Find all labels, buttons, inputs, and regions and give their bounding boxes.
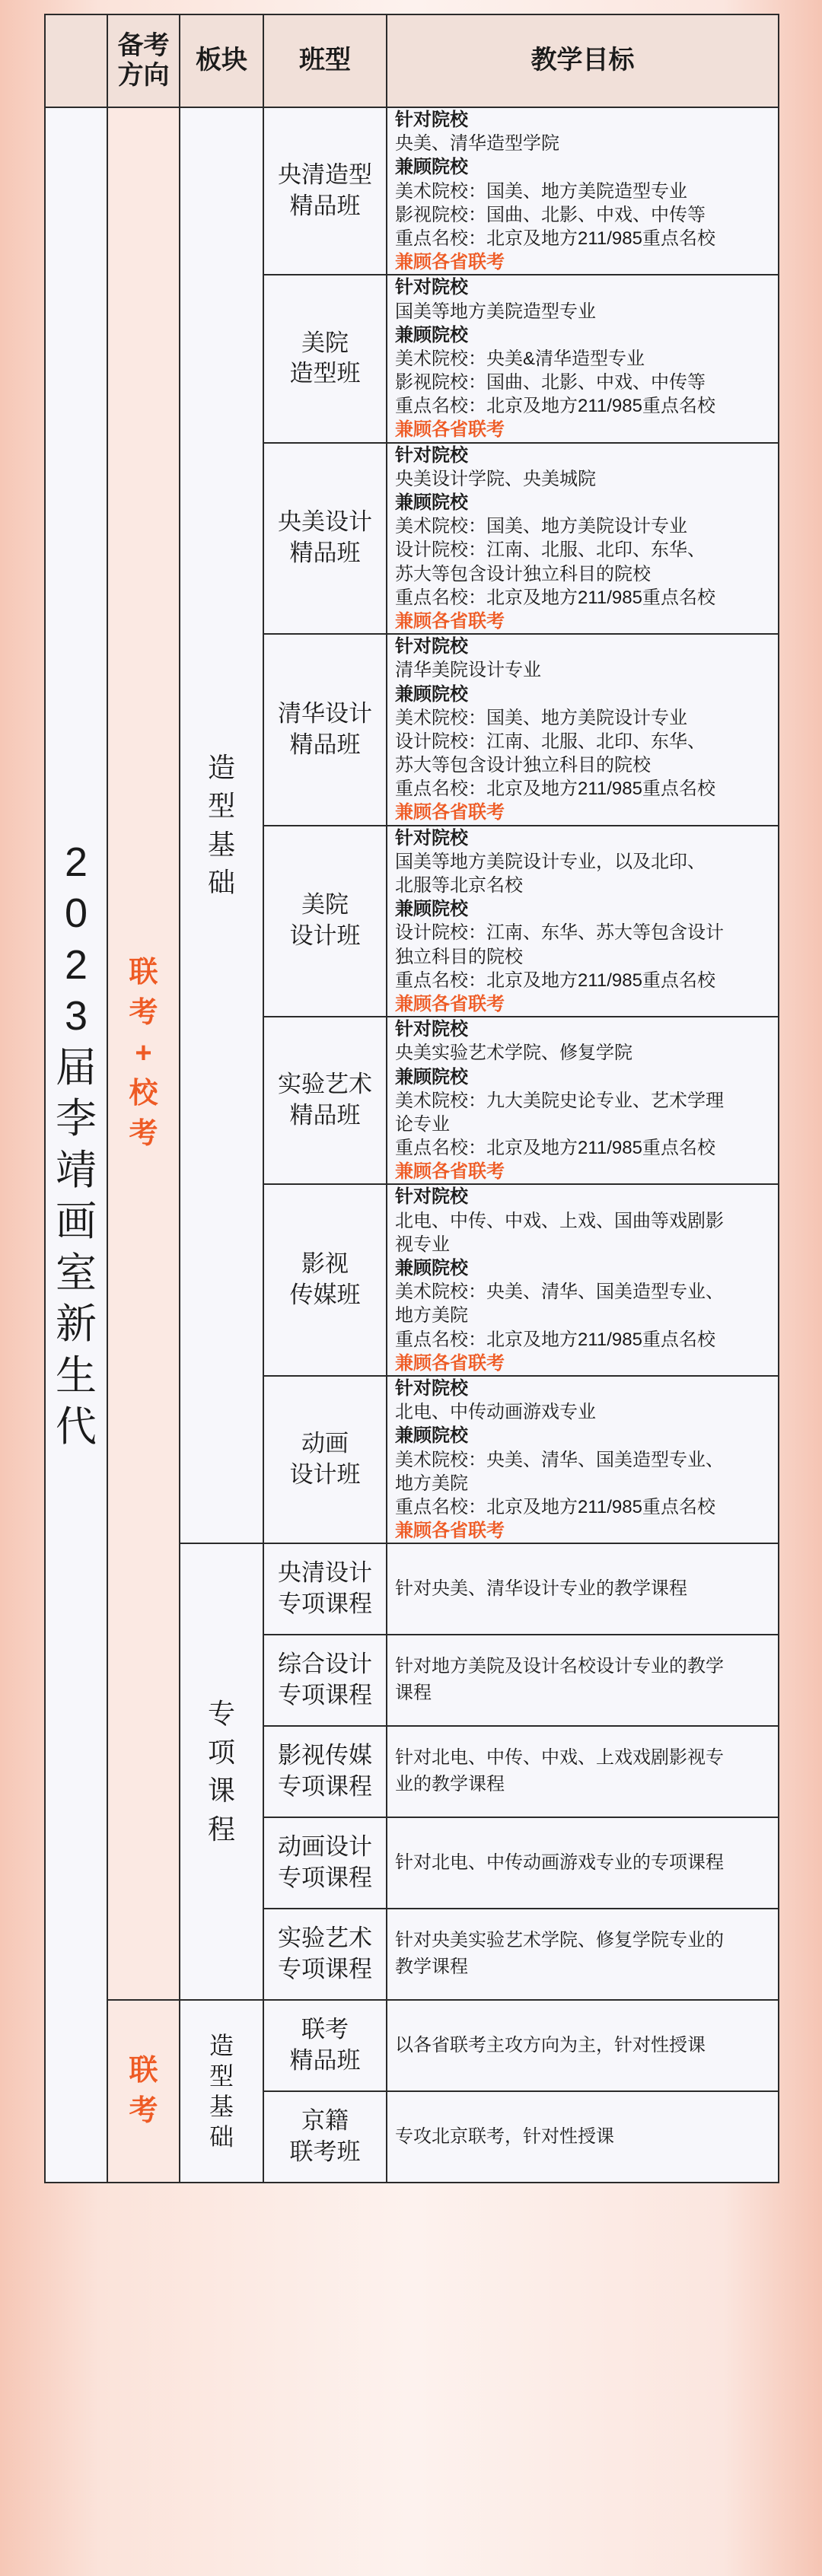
- block-modeling2-cell-char: 型: [209, 2062, 234, 2090]
- joint-exam-note: 兼顾各省联考: [395, 252, 505, 273]
- goal-cell: [387, 1184, 779, 1376]
- goal-subheading: 兼顾院校: [395, 683, 468, 705]
- year-title-cell-char: 届: [56, 1044, 97, 1091]
- joint-exam-note: 兼顾各省联考: [395, 802, 505, 823]
- goal-line: 重点名校：北京及地方211/985重点名校: [395, 1496, 715, 1517]
- class-name-cell: [263, 1543, 387, 1635]
- block-modeling2-cell-char: 基: [209, 2093, 234, 2121]
- goal-line: 美术院校：央美、清华、国美造型专业、: [395, 1282, 724, 1303]
- block-special-cell-char: 项: [207, 1736, 235, 1768]
- goal-line: 针对北电、中传动画游戏专业的专项课程: [395, 1852, 724, 1873]
- joint-exam-note: 兼顾各省联考: [395, 1161, 505, 1183]
- block-special-cell-char: 专: [207, 1698, 235, 1730]
- direction-joint-school-cell-char: 考: [129, 1118, 158, 1151]
- goal-subheading: 针对院校: [395, 827, 468, 849]
- goal-line: 视专业: [395, 1234, 450, 1255]
- goal-line: 美术院校：央美&清华造型专业: [395, 348, 645, 369]
- class-name-cell: [263, 443, 387, 635]
- class-name-line: 动画设计: [278, 1833, 372, 1861]
- class-name-line: 设计班: [289, 922, 361, 950]
- goal-cell: [387, 2000, 779, 2091]
- goal-cell: [387, 1909, 779, 2000]
- goal-line: 重点名校：北京及地方211/985重点名校: [395, 970, 715, 991]
- goal-subheading: 针对院校: [395, 1377, 468, 1399]
- header-goal: 教学目标: [387, 14, 779, 107]
- year-title-cell-char: 靖: [56, 1147, 97, 1193]
- class-name-line: 精品班: [289, 540, 361, 567]
- class-name-line: 传媒班: [289, 1282, 361, 1309]
- goal-line: 课程: [395, 1683, 432, 1704]
- year-title-cell-char: 李: [56, 1096, 97, 1142]
- goal-line: 美术院校：国美、地方美院设计专业: [395, 707, 687, 728]
- direction-joint-school-cell: [107, 107, 180, 2000]
- class-name-line: 设计班: [289, 1461, 361, 1489]
- year-title-cell-char: 生: [56, 1352, 97, 1399]
- curriculum-table: [44, 14, 779, 2183]
- goal-line: 论专业: [395, 1113, 450, 1135]
- goal-subheading: 兼顾院校: [395, 157, 468, 178]
- header-direction: 备考 方向: [107, 14, 180, 107]
- goal-cell: [387, 1726, 779, 1817]
- direction-joint-school-cell-char: 校: [129, 1078, 158, 1110]
- direction-joint-school-cell-char: 考: [129, 996, 158, 1029]
- class-name-cell: [263, 275, 387, 442]
- class-name-line: 专项课程: [278, 1956, 372, 1983]
- year-title-cell-char: 代: [56, 1404, 97, 1450]
- direction-joint-cell: [107, 2000, 180, 2183]
- goal-line: 设计院校：江南、北服、北印、东华、: [395, 540, 706, 561]
- header-row: [45, 14, 779, 107]
- goal-subheading: 兼顾院校: [395, 1425, 468, 1447]
- class-name-cell: [263, 1017, 387, 1184]
- goal-cell: [387, 2091, 779, 2183]
- class-name-line: 精品班: [289, 731, 361, 758]
- goal-line: 美术院校：九大美院史论专业、艺术学理: [395, 1090, 724, 1111]
- class-name-cell: [263, 1184, 387, 1376]
- goal-line: 设计院校：江南、东华、苏大等包含设计: [395, 922, 724, 944]
- goal-line: 北电、中传、中戏、上戏、国曲等戏剧影: [395, 1210, 724, 1231]
- goal-line: 重点名校：北京及地方211/985重点名校: [395, 779, 715, 800]
- joint-exam-note: 兼顾各省联考: [395, 993, 505, 1014]
- goal-cell: [387, 1017, 779, 1184]
- goal-line: 重点名校：北京及地方211/985重点名校: [395, 228, 715, 249]
- block-modeling2-cell-char: 造: [209, 2032, 234, 2060]
- class-name-line: 造型班: [289, 360, 361, 387]
- goal-line: 北服等北京名校: [395, 875, 523, 896]
- year-title-cell-char: 画: [56, 1199, 97, 1245]
- goal-line: 重点名校：北京及地方211/985重点名校: [395, 587, 715, 608]
- class-name-line: 央清造型: [278, 161, 372, 189]
- class-name-line: 央美设计: [278, 508, 372, 536]
- joint-exam-note: 兼顾各省联考: [395, 419, 505, 441]
- goal-subheading: 兼顾院校: [395, 324, 468, 345]
- goal-line: 地方美院: [395, 1305, 468, 1326]
- goal-subheading: 兼顾院校: [395, 1258, 468, 1278]
- goal-line: 教学课程: [395, 1957, 468, 1978]
- goal-line: 重点名校：北京及地方211/985重点名校: [395, 1138, 715, 1159]
- year-title-cell-char: 0: [64, 890, 88, 937]
- goal-line: 美术院校：央美、清华、国美造型专业、: [395, 1449, 724, 1470]
- header-block: 板块: [180, 14, 263, 107]
- class-name-line: 精品班: [289, 2047, 361, 2074]
- goal-line: 针对北电、中传、中戏、上戏戏剧影视专: [395, 1747, 724, 1769]
- year-title-cell-char: 室: [56, 1250, 97, 1296]
- goal-subheading: 兼顾院校: [395, 1066, 468, 1087]
- goal-line: 央美设计学院、央美城院: [395, 468, 596, 489]
- joint-exam-note: 兼顾各省联考: [395, 610, 505, 632]
- goal-cell: [387, 1376, 779, 1543]
- class-name-line: 实验艺术: [278, 1071, 372, 1098]
- goal-line: 央美、清华造型学院: [395, 133, 559, 154]
- goal-line: 美术院校：国美、地方美院造型专业: [395, 180, 687, 202]
- direction-joint-school-cell-char: +: [135, 1037, 152, 1070]
- goal-line: 设计院校：江南、北服、北印、东华、: [395, 731, 706, 752]
- class-name-line: 精品班: [289, 1102, 361, 1129]
- goal-cell: [387, 443, 779, 635]
- class-name-line: 精品班: [289, 193, 361, 220]
- block-special-cell: [180, 1543, 263, 2000]
- goal-cell: [387, 107, 779, 275]
- class-name-cell: [263, 107, 387, 275]
- class-name-cell: [263, 1909, 387, 2000]
- goal-subheading: 针对院校: [395, 110, 468, 130]
- class-name-cell: [263, 1817, 387, 1909]
- class-name-cell: [263, 1376, 387, 1543]
- class-name-line: 影视传媒: [278, 1742, 372, 1769]
- class-name-line: 清华设计: [278, 699, 372, 727]
- goal-subheading: 针对院校: [395, 1019, 468, 1040]
- goal-line: 国美等地方美院设计专业，以及北印、: [395, 851, 706, 872]
- header-corner: [45, 14, 107, 107]
- goal-line: 业的教学课程: [395, 1774, 505, 1795]
- direction-joint-school-cell-char: 联: [129, 956, 158, 989]
- block-modeling-cell-char: 型: [207, 790, 235, 822]
- class-name-line: 联考班: [289, 2138, 361, 2166]
- goal-line: 北电、中传动画游戏专业: [395, 1402, 596, 1423]
- class-name-cell: [263, 634, 387, 826]
- goal-line: 针对央美、清华设计专业的教学课程: [395, 1578, 687, 1599]
- class-name-cell: [263, 826, 387, 1017]
- class-name-line: 动画: [301, 1430, 349, 1457]
- goal-line: 以各省联考主攻方向为主，针对性授课: [395, 2034, 706, 2055]
- goal-cell: [387, 1543, 779, 1635]
- class-name-cell: [263, 2091, 387, 2183]
- block-modeling2-cell-char: 础: [209, 2123, 234, 2151]
- goal-cell: [387, 634, 779, 826]
- direction-joint-cell-char: 考: [129, 2095, 158, 2128]
- block-special-cell-char: 程: [207, 1813, 235, 1845]
- class-name-line: 影视: [301, 1250, 349, 1278]
- goal-subheading: 兼顾院校: [395, 492, 468, 513]
- goal-subheading: 针对院校: [395, 1186, 468, 1208]
- class-name-line: 专项课程: [278, 1773, 372, 1801]
- goal-line: 美术院校：国美、地方美院设计专业: [395, 516, 687, 537]
- goal-line: 地方美院: [395, 1473, 468, 1494]
- class-name-line: 美院: [301, 329, 349, 356]
- class-name-line: 京籍: [301, 2107, 349, 2135]
- goal-line: 专攻北京联考，针对性授课: [395, 2125, 614, 2147]
- goal-line: 苏大等包含设计独立科目的院校: [395, 563, 651, 584]
- goal-line: 针对地方美院及设计名校设计专业的教学: [395, 1656, 724, 1677]
- goal-line: 影视院校：国曲、北影、中戏、中传等: [395, 204, 706, 225]
- direction-joint-cell-char: 联: [129, 2055, 158, 2087]
- goal-line: 独立科目的院校: [395, 946, 523, 967]
- goal-cell: [387, 1635, 779, 1726]
- year-title-cell-char: 3: [64, 993, 88, 1040]
- goal-line: 国美等地方美院造型专业: [395, 301, 596, 322]
- goal-subheading: 针对院校: [395, 636, 468, 658]
- goal-line: 清华美院设计专业: [395, 660, 541, 681]
- class-name-line: 美院: [301, 891, 349, 919]
- goal-line: 苏大等包含设计独立科目的院校: [395, 755, 651, 776]
- class-name-line: 联考: [301, 2016, 349, 2043]
- class-name-line: 专项课程: [278, 1682, 372, 1709]
- goal-subheading: 兼顾院校: [395, 899, 468, 920]
- class-name-cell: [263, 1726, 387, 1817]
- class-name-cell: [263, 1635, 387, 1726]
- year-title-cell-char: 2: [64, 941, 88, 988]
- class-name-line: 实验艺术: [278, 1925, 372, 1952]
- goal-line: 影视院校：国曲、北影、中戏、中传等: [395, 372, 706, 393]
- goal-cell: [387, 826, 779, 1017]
- year-title-cell-char: 2: [64, 839, 88, 885]
- goal-line: 重点名校：北京及地方211/985重点名校: [395, 1329, 715, 1350]
- goal-cell: [387, 275, 779, 442]
- block-modeling-cell: [180, 107, 263, 1543]
- block-modeling-cell-char: 造: [207, 751, 235, 783]
- year-title-cell: [45, 107, 107, 2183]
- block-modeling-cell-char: 础: [207, 867, 235, 899]
- class-name-line: 央清设计: [278, 1559, 372, 1587]
- goal-line: 针对央美实验艺术学院、修复学院专业的: [395, 1930, 724, 1951]
- block-modeling-cell-char: 基: [207, 828, 235, 860]
- class-name-cell: [263, 2000, 387, 2091]
- class-name-line: 专项课程: [278, 1590, 372, 1618]
- goal-line: 央美实验艺术学院、修复学院: [395, 1043, 632, 1064]
- header-class: 班型: [263, 14, 387, 107]
- joint-exam-note: 兼顾各省联考: [395, 1520, 505, 1542]
- goal-subheading: 针对院校: [395, 444, 468, 466]
- class-name-line: 综合设计: [278, 1651, 372, 1678]
- table-row: [45, 2000, 779, 2091]
- joint-exam-note: 兼顾各省联考: [395, 1352, 505, 1374]
- goal-line: 重点名校：北京及地方211/985重点名校: [395, 396, 715, 417]
- goal-subheading: 针对院校: [395, 277, 468, 298]
- class-name-line: 专项课程: [278, 1864, 372, 1892]
- block-special-cell-char: 课: [207, 1775, 235, 1807]
- block-modeling2-cell: [180, 2000, 263, 2183]
- year-title-cell-char: 新: [56, 1301, 97, 1348]
- goal-cell: [387, 1817, 779, 1909]
- table-row: [45, 107, 779, 275]
